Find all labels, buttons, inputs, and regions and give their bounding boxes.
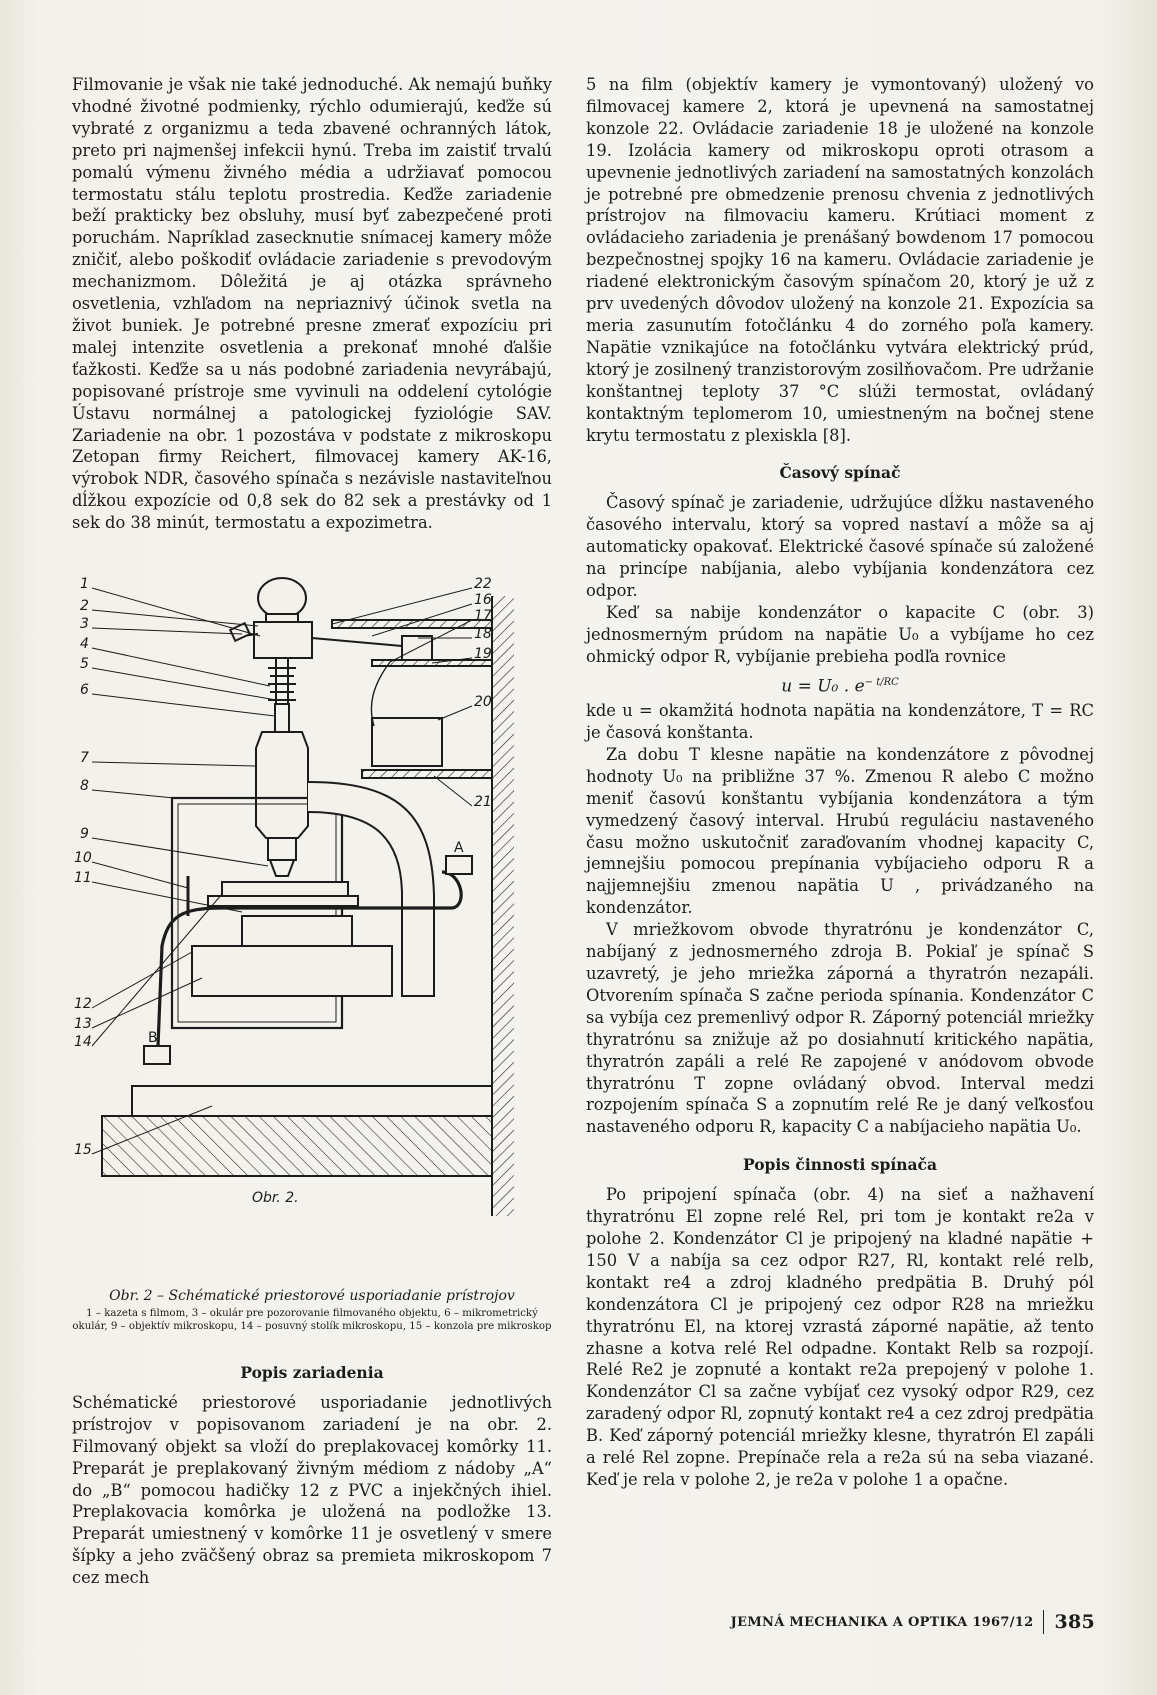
- activity-paragraph: Po pripojení spínača (obr. 4) na sieť a nažhavení thyratrónu El zopne relé Rel, pri tom je kontakt re2a v polohe 2. Kondenzátor Cl je pripojený na kladné napätie + 150 V a nabíja sa cez odpor R27, Rl, kontakt relé relb, kontakt re4 a zdroj kladného predpätia B. Druhý pól kondenzátora Cl je pripojený cez odpor R28 na mriežku thyratrónu El, na ktorej vzrastá záporné napätie, až tento zhasne a kotva relé Rel odpadne. Kontakt Relb sa rozpojí. Relé Re2 je zopnuté a kontakt re2a prepojený v polohe 1. Kondenzátor Cl sa začne vybíjať cez vysoký odpor R29, cez zaradený odpor Rl, zopnutý kontakt re4 a cez zdroj predpätia B. Keď záporný potenciál mriežky klesne, thyratrón El zapáli a relé Rel zopne. Prepínače rela a re2a sú na seba viazané. Keď je rela v polohe 2, je re2a v polohe 1 a opačne.: [586, 1185, 1094, 1489]
- fig-label-11: 11: [74, 870, 92, 886]
- fig-label-7: 7: [80, 750, 89, 766]
- page-number: 385: [1054, 1611, 1095, 1633]
- fig-label-6: 6: [80, 682, 89, 698]
- fig-label-9: 9: [80, 826, 89, 842]
- timer-paragraph-5: V mriežkovom obvode thyratrónu je kondenzátor C, nabíjaný z jednosmerného zdroja B. Pokiaľ je spínač S uzavretý, je jeho mriežka záporná a thyratrón nezapáli. Otvorením spínača S začne perioda spínania. Kondenzátor C sa vybíja cez premenlivý odpor R. Záporný potenciál mriežky thyratrónu sa znižuje až po dosiahnutí kritického napätia, thyratrón zapáli a relé Re zapojené v anódovom obvode thyratrónu T zopne ovládaný obvod. Interval medzi rozpojením spínača S a zopnutím relé Re je daný veľkosťou nastaveného odporu R, kapacity C a nabíjacieho napätia U₀.: [586, 920, 1094, 1137]
- fig-label-2: 2: [80, 598, 89, 614]
- fig-label-12: 12: [74, 996, 92, 1012]
- fig-label-14: 14: [74, 1034, 92, 1050]
- fig-label-4: 4: [80, 636, 89, 652]
- fig-label-1: 1: [80, 576, 89, 592]
- figure-caption-title: Obr. 2 – Schématické priestorové usporiadanie prístrojov: [109, 1288, 515, 1304]
- base-slab: [102, 1116, 492, 1176]
- fig-label-3: 3: [80, 616, 89, 632]
- section-heading-popis-cinnosti: Popis činnosti spínača: [742, 1155, 938, 1175]
- equation-main: u = U₀ . e: [781, 676, 865, 697]
- fig-label-22: 22: [474, 576, 492, 592]
- fig-label-5: 5: [80, 656, 89, 672]
- fig-label-17: 17: [474, 608, 492, 624]
- figure-caption-body: 1 – kazeta s filmom, 3 – okulár pre pozorovanie filmovaného objektu, 6 – mikrometrický okulár, 9 – objektív mikroskopu, 14 – posuvný stolík mikroskopu, 15 – konzola pre mikroskop: [72, 1308, 552, 1332]
- equation-exponent: − t/RC: [864, 676, 899, 688]
- schematic-drawing: [72, 576, 552, 1276]
- right-column: [586, 74, 1094, 1491]
- fig-label-b: B: [148, 1030, 158, 1046]
- equation: [586, 672, 1094, 699]
- section-heading-casovy-spinac: Časový spínač: [779, 463, 901, 483]
- figure-2: [72, 576, 552, 1333]
- fig-label-20: 20: [474, 694, 492, 710]
- left-column-bottom: [72, 1362, 552, 1589]
- fig-label-10: 10: [74, 850, 92, 866]
- wall: [492, 596, 514, 1216]
- fig-label-13: 13: [74, 1016, 92, 1032]
- fig-label-21: 21: [474, 794, 492, 810]
- fig-label-15: 15: [74, 1142, 92, 1158]
- fig-mark: Obr. 2.: [252, 1190, 299, 1206]
- journal-name: JEMNÁ MECHANIKA A OPTIKA 1967/12: [730, 1614, 1034, 1630]
- timer-paragraph-1: Časový spínač je zariadenie, udržujúce dĺžku nastaveného časového intervalu, ktorý sa vopred nastaví a môže sa aj automaticky opakovať. Elektrické časové spínače sú založené na princípe nabíjania, alebo vybíjania kondenzátora cez odpor.: [586, 493, 1094, 600]
- continuation-paragraph: 5 na film (objektív kamery je vymontovaný) uložený vo filmovacej kamere 2, ktorá je upevnená na samostatnej konzole 22. Ovládacie zariadenie 18 je uložené na konzole 19. Izolácia kamery od mikroskopu oproti otrasom a upevnenie jednotlivých zariadení na samostatných konzolách je potrebné pre obmedzenie prenosu chvenia z jednotlivých prístrojov na filmovaciu kameru. Krútiaci moment z ovládacieho zariadenia je prenášaný bowdenom 17 pomocou bezpečnostnej spojky 16 na kameru. Ovládacie zariadenie je riadené elektronickým časovým spínačom 20, ktorý je už z prv uvedených dôvodov uložený na konzole 21. Expozícia sa meria zasunutím fotočlánku 4 do zorného poľa kamery. Napätie vznikajúce na fotočlánku vytvára elektrický prúd, ktorý je zosilnený tranzistorovým zosilňovačom. Pre udržanie konštantnej teploty 37 °C slúži termostat, ovládaný kontaktným teplomerom 10, umiestneným na bočnej stene krytu termostatu z plexiskla [8].: [586, 75, 1094, 445]
- section-paragraph: Schématické priestorové usporiadanie jednotlivých prístrojov v popisovanom zariadení je na obr. 2. Filmovaný objekt sa vloží do preplakovacej komôrky 11. Preparát je preplakovaný živným médiom z nádoby „A“ do „B“ pomocou hadičky 12 z PVC a injekčných ihiel. Preplakovacia komôrka je uložená na podložke 13. Preparát umiestnený v komôrke 11 je osvetlený v smere šípky a jeho zväčšený obraz sa premieta mikroskopom 7 cez mech: [72, 1392, 552, 1588]
- footer-divider: [1043, 1610, 1044, 1634]
- timer-paragraph-2: Keď sa nabije kondenzátor o kapacite C (obr. 3) jednosmerným prúdom na napätie U₀ a vybíjame ho cez ohmický odpor R, vybíjanie prebieha podľa rovnice: [586, 602, 1094, 666]
- fig-label-18: 18: [474, 626, 492, 642]
- fig-label-19: 19: [474, 646, 492, 662]
- section-heading-popis-zariadenia: Popis zariadenia: [240, 1363, 384, 1382]
- left-column: [72, 74, 552, 534]
- fig-label-a: A: [454, 840, 464, 856]
- intro-paragraph: Filmovanie je však nie také jednoduché. Ak nemajú buňky vhodné životné podmienky, rýchlo odumierajú, keďže sú vybraté z organizmu a teda zbavené ochranných látok, preto pri najmenšej infekcii hynú. Treba im zaistiť trvalú pomalú výmenu živného média a udržiavať pomocou termostatu stálu teplotu prostredia. Keďže zariadenie beží prakticky bez obsluhy, musí byť zabezpečené proti poruchám. Napríklad zasecknutie snímacej kamery môže zničiť, alebo poškodiť ovládacie zariadenie s prevodovým mechanizmom. Dôležitá je aj otázka správneho osvetlenia, vzhľadom na nepriaznivý účinok svetla na život buniek. Je potrebné presne zmerať expozíciu pri malej intenzite osvetlenia a prekonať mnohé ďalšie ťažkosti. Keďže sa u nás podobné zariadenia nevyrábajú, popisované prístroje sme vyvinuli na oddelení cytológie Ústavu normálnej a patologickej fyziológie SAV. Zariadenie na obr. 1 pozostáva v podstate z mikroskopu Zetopan firmy Reichert, filmovacej kamery AK-16, výrobok NDR, časového spínača s nezávisle nastaviteľnou dĺžkou expozície od 0,8 sek do 82 sek a prestávky od 1 sek do 38 minút, termostatu a expozimetra.: [72, 75, 552, 533]
- timer-paragraph-3: kde u = okamžitá hodnota napätia na kondenzátore, T = RC je časová konštanta.: [586, 701, 1094, 743]
- page-footer: [731, 1610, 1095, 1634]
- fig-label-8: 8: [80, 778, 89, 794]
- fig-label-16: 16: [474, 592, 492, 608]
- timer-paragraph-4: Za dobu T klesne napätie na kondenzátore z pôvodnej hodnoty U₀ na približne 37 %. Zmenou R alebo C možno meniť časovú konštantu vybíjania kondenzátora a tým vymedzený časový interval. Hrubú reguláciu nastaveného času možno uskutočniť zaraďovaním vhodnej kapacity C, jemnejšiu pomocou prepínania vybíjacieho odporu R a najjemnejšiu zmenou napätia U , privádzaného na kondenzátor.: [586, 744, 1094, 918]
